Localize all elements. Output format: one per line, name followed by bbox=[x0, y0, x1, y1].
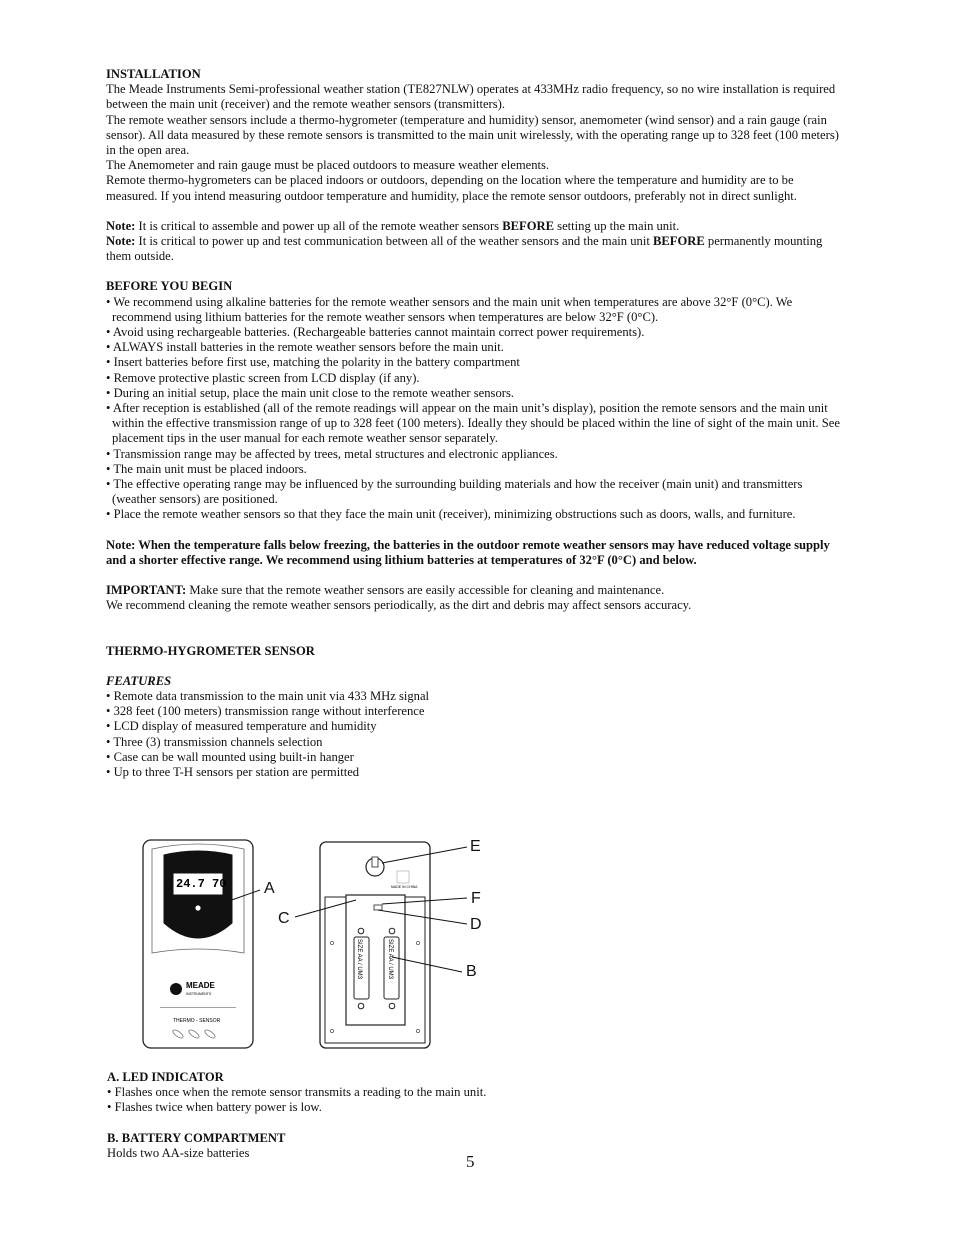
installation-para-3: The Anemometer and rain gauge must be placed outdoors to measure weather elements. bbox=[106, 158, 550, 173]
list-item: • We recommend using alkaline batteries for the remote weather sensors and the main unit when temperatures are above 32°F (0°C). We recommend using lithium batteries for the remote weather sensors when temperatures are below 32°F (0°C). bbox=[106, 295, 841, 325]
list-item: • Three (3) transmission channels selection bbox=[106, 735, 841, 750]
list-item: • Flashes twice when battery power is low. bbox=[107, 1100, 486, 1115]
led-heading: A. LED INDICATOR bbox=[107, 1070, 224, 1084]
list-item: • Insert batteries before first use, matching the polarity in the battery compartment bbox=[106, 355, 841, 370]
sensor-front bbox=[143, 840, 253, 1048]
installation-para-4: Remote thermo-hygrometers can be placed indoors or outdoors, depending on the location where the temperature and humidity are to be measured. If you intend measuring outdoor temperature and humidity, place the remote sensor outdoors, preferably not in direct sunlight. bbox=[106, 173, 797, 203]
list-item: • Transmission range may be affected by trees, metal structures and electronic appliances. bbox=[106, 447, 841, 462]
list-item: • LCD display of measured temperature and humidity bbox=[106, 719, 841, 734]
battery-heading: B. BATTERY COMPARTMENT bbox=[107, 1131, 286, 1145]
freezing-note: Note: When the temperature falls below freezing, the batteries in the outdoor remote weather sensors may have reduced voltage supply and a shorter effective range. We recommend using lithium batteries at temperatures of 32°F (0°C) and below. bbox=[106, 537, 830, 567]
note-1: Note: It is critical to assemble and power up all of the remote weather sensors BEFORE setting up the main unit. bbox=[106, 218, 680, 233]
thermo-heading: THERMO-HYGROMETER SENSOR bbox=[106, 643, 315, 658]
features-heading: FEATURES bbox=[106, 673, 172, 688]
list-item: • Flashes once when the remote sensor transmits a reading to the main unit. bbox=[107, 1085, 486, 1100]
model-label: THERMO - SENSOR bbox=[173, 1018, 221, 1024]
lcd-readout: 24.7 70 bbox=[176, 877, 227, 891]
list-item: • During an initial setup, place the main unit close to the remote weather sensors. bbox=[106, 386, 841, 401]
important-note: IMPORTANT: Make sure that the remote weather sensors are easily accessible for cleaning and maintenance. bbox=[106, 583, 665, 598]
page-content bbox=[106, 67, 841, 780]
label-b: B bbox=[466, 963, 477, 980]
list-item: • The effective operating range may be influenced by the surrounding building materials and how the receiver (main unit) and transmitters (weather sensors) are positioned. bbox=[106, 477, 841, 507]
list-item: • 328 feet (100 meters) transmission range without interference bbox=[106, 704, 841, 719]
list-item: • Remove protective plastic screen from LCD display (if any). bbox=[106, 371, 841, 386]
installation-para-1: The Meade Instruments Semi-professional weather station (TE827NLW) operates at 433MHz radio frequency, so no wire installation is required between the main unit (receiver) and the remote weather sensors (transmitters). bbox=[106, 82, 836, 112]
battery-label-2: SIZE AA / UM3 bbox=[387, 939, 393, 980]
list-item: • Case can be wall mounted using built-in hanger bbox=[106, 750, 841, 765]
battery-label-1: SIZE AA / UM3 bbox=[356, 939, 362, 980]
label-d: D bbox=[470, 916, 482, 933]
label-c: C bbox=[278, 910, 290, 927]
sensor-back bbox=[320, 842, 430, 1048]
features-list bbox=[106, 689, 841, 780]
label-f: F bbox=[471, 890, 481, 907]
list-item: • After reception is established (all of the remote readings will appear on the main unit’s display), position the remote sensors and the main unit within the effective transmission range of up to 328 feet (100 meters). Ideally they should be placed within the line of sight of the main unit. See placement tips in the user manual for each remote weather sensor separately. bbox=[106, 401, 841, 447]
brand-logo: MEADE bbox=[186, 981, 215, 990]
cleaning-note: We recommend cleaning the remote weather sensors periodically, as the dirt and debris may affect sensors accuracy. bbox=[106, 598, 692, 613]
list-item: • Place the remote weather sensors so that they face the main unit (receiver), minimizing obstructions such as doors, walls, and furniture. bbox=[106, 507, 841, 522]
sensor-figure bbox=[140, 835, 520, 1055]
list-item: • The main unit must be placed indoors. bbox=[106, 462, 841, 477]
brand-subtitle: INSTRUMENTS bbox=[186, 992, 212, 996]
note-2: Note: It is critical to power up and test communication between all of the weather sensors and the main unit BEFORE permanently mounting them outside. bbox=[106, 234, 823, 264]
made-in-china-label: MADE IN CHINA bbox=[391, 885, 418, 889]
before-heading: BEFORE YOU BEGIN bbox=[106, 279, 233, 294]
sensor-illustration bbox=[140, 835, 520, 1055]
battery-text: Holds two AA-size batteries bbox=[107, 1146, 250, 1161]
list-item: • Remote data transmission to the main unit via 433 MHz signal bbox=[106, 689, 841, 704]
list-item: • Avoid using rechargeable batteries. (Rechargeable batteries cannot maintain correct power requirements). bbox=[106, 325, 841, 340]
label-e: E bbox=[470, 838, 481, 855]
battery-section bbox=[107, 1131, 285, 1161]
label-a: A bbox=[264, 880, 275, 897]
before-list bbox=[106, 295, 841, 523]
led-section bbox=[107, 1070, 486, 1116]
installation-heading: INSTALLATION bbox=[106, 67, 201, 81]
list-item: • Up to three T-H sensors per station are permitted bbox=[106, 765, 841, 780]
page-number: 5 bbox=[466, 1152, 475, 1171]
installation-para-2: The remote weather sensors include a thermo-hygrometer (temperature and humidity) sensor, anemometer (wind sensor) and a rain gauge (rain sensor). All data measured by these remote sensors is transmitted to the main unit wirelessly, with the operating range up to 328 feet (100 meters) in the open area. bbox=[106, 112, 839, 158]
list-item: • ALWAYS install batteries in the remote weather sensors before the main unit. bbox=[106, 340, 841, 355]
